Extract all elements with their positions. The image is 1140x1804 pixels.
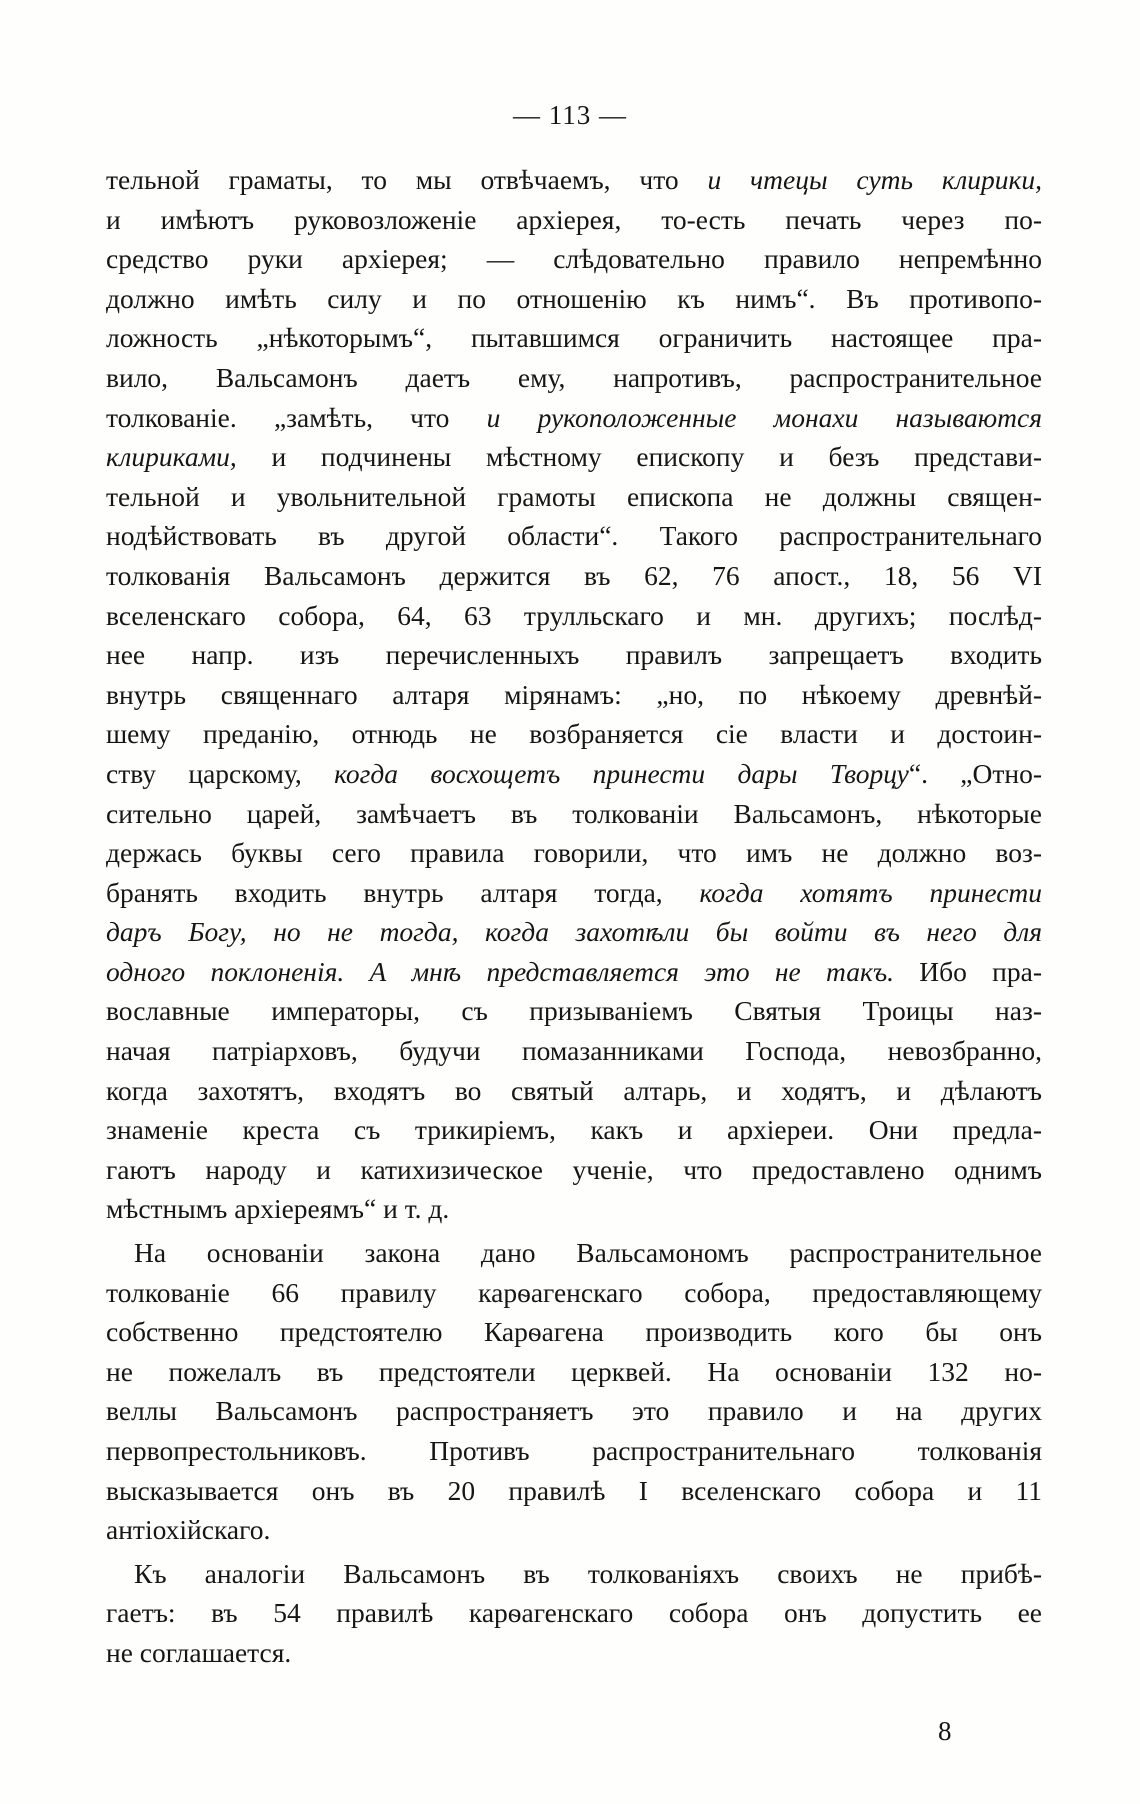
italic-text: одного поклоненія. А мнѣ представляется это не такъ. bbox=[106, 955, 894, 987]
text-line bbox=[106, 477, 1042, 517]
text-line bbox=[106, 1352, 1042, 1392]
text-line bbox=[106, 1510, 1042, 1550]
text-line bbox=[106, 794, 1042, 834]
paragraph bbox=[106, 1554, 1042, 1673]
text-run: должно имѣть силу и по отношенію къ нимъ“. Въ противопо- bbox=[106, 282, 1042, 314]
text-run: знаменіе креста съ трикиріемъ, какъ и архіереи. Они предла- bbox=[106, 1114, 1042, 1146]
text-line bbox=[106, 714, 1042, 754]
text-run: вославные императоры, съ призываніемъ Святыя Троицы наз- bbox=[106, 995, 1042, 1027]
paragraph bbox=[106, 160, 1042, 1229]
text-line bbox=[106, 1391, 1042, 1431]
text-run: тельной и увольнительной грамоты епископа не должны священ- bbox=[106, 480, 1042, 512]
text-run: толкованіе. „замѣть, что bbox=[106, 401, 487, 433]
paragraph bbox=[106, 1233, 1042, 1550]
text-line bbox=[106, 239, 1042, 279]
text-line bbox=[106, 437, 1042, 477]
text-line bbox=[106, 1031, 1042, 1071]
italic-text: и рукоположенные монахи называются bbox=[486, 401, 1042, 433]
text-run: толкованіе 66 правилу карѳагенскаго собора, предоставляющему bbox=[106, 1276, 1042, 1308]
text-line bbox=[106, 1189, 1042, 1229]
text-run: ству царскому, bbox=[106, 757, 335, 789]
text-run: мѣстнымъ архіереямъ“ и т. д. bbox=[106, 1193, 450, 1225]
text-run: Къ аналогіи Вальсамонъ въ толкованіяхъ своихъ не прибѣ- bbox=[134, 1557, 1042, 1589]
text-line bbox=[106, 952, 1042, 992]
text-line bbox=[106, 1233, 1042, 1273]
text-run: сительно царей, замѣчаетъ въ толкованіи Вальсамонъ, нѣкоторые bbox=[106, 797, 1042, 829]
text-line bbox=[106, 1431, 1042, 1471]
italic-text: клириками, bbox=[106, 441, 237, 473]
text-line bbox=[106, 754, 1042, 794]
text-line bbox=[106, 873, 1042, 913]
text-run: гаетъ: въ 54 правилѣ карѳагенскаго собора онъ допустить ее bbox=[106, 1597, 1042, 1629]
text-line bbox=[106, 675, 1042, 715]
body-text bbox=[106, 160, 1042, 1673]
text-run: нодѣйствовать въ другой области“. Такого распространительнаго bbox=[106, 520, 1042, 552]
text-line bbox=[106, 1312, 1042, 1352]
text-run: веллы Вальсамонъ распространяетъ это правило и на других bbox=[106, 1395, 1042, 1427]
signature-mark: 8 bbox=[938, 1716, 952, 1746]
text-run: бранять входить внутрь алтаря тогда, bbox=[106, 876, 700, 908]
text-line bbox=[106, 279, 1042, 319]
text-run: вило, Вальсамонъ даетъ ему, напротивъ, распространительное bbox=[106, 361, 1042, 393]
italic-text: когда хотятъ принести bbox=[699, 876, 1043, 908]
text-line bbox=[106, 1593, 1042, 1633]
text-line bbox=[106, 358, 1042, 398]
text-line bbox=[106, 516, 1042, 556]
text-line bbox=[106, 398, 1042, 438]
text-run: держась буквы сего правила говорили, что имъ не должно воз- bbox=[106, 837, 1042, 869]
text-run: ложность „нѣкоторымъ“, пытавшимся ограничить настоящее пра- bbox=[106, 322, 1042, 354]
text-run: и подчинены мѣстному епископу и безъ представи- bbox=[236, 441, 1042, 473]
text-line bbox=[106, 1471, 1042, 1511]
text-line bbox=[106, 635, 1042, 675]
text-run: нее напр. изъ перечисленныхъ правилъ запрещаетъ входить bbox=[106, 639, 1042, 671]
text-line bbox=[106, 1633, 1042, 1673]
text-line bbox=[106, 200, 1042, 240]
text-run: не пожелалъ въ предстоятели церквей. На основаніи 132 но- bbox=[106, 1355, 1042, 1387]
italic-text: даръ Богу, но не тогда, когда захотѣли бы войти въ него для bbox=[106, 916, 1042, 948]
text-line bbox=[106, 318, 1042, 358]
text-run: шему преданію, отнюдь не возбраняется сіе власти и достоин- bbox=[106, 718, 1042, 750]
text-run: гаютъ народу и катихизическое ученіе, что предоставлено однимъ bbox=[106, 1153, 1042, 1185]
text-run: Ибо пра- bbox=[893, 955, 1042, 987]
text-line bbox=[106, 1110, 1042, 1150]
italic-text: когда восхощетъ принести дары Творцу bbox=[334, 757, 909, 789]
text-line bbox=[106, 991, 1042, 1031]
text-run: начая патріарховъ, будучи помазанниками Господа, невозбранно, bbox=[106, 1035, 1042, 1067]
text-line bbox=[106, 160, 1042, 200]
text-run: средство руки архіерея; — слѣдовательно правило непремѣнно bbox=[106, 243, 1042, 275]
text-run: собственно предстоятелю Карѳагена производить кого бы онъ bbox=[106, 1316, 1042, 1348]
text-line bbox=[106, 1554, 1042, 1594]
text-run: и имѣютъ руковозложеніе архіерея, то-есть печать через по- bbox=[106, 203, 1042, 235]
text-run: вселенскаго собора, 64, 63 трулльскаго и мн. другихъ; послѣд- bbox=[106, 599, 1042, 631]
text-run: высказывается онъ въ 20 правилѣ I вселенскаго собора и 11 bbox=[106, 1474, 1042, 1506]
text-line bbox=[106, 912, 1042, 952]
text-run: тельной грамaты, то мы отвѣчаемъ, что bbox=[106, 164, 708, 195]
text-line bbox=[106, 1071, 1042, 1111]
italic-text: и чтецы суть клирики, bbox=[707, 164, 1042, 195]
page-number: — 113 — bbox=[513, 100, 627, 130]
text-line bbox=[106, 596, 1042, 636]
text-run: антіохійскаго. bbox=[106, 1514, 271, 1546]
text-line bbox=[106, 556, 1042, 596]
text-run: толкованія Вальсамонъ держится въ 62, 76 апост., 18, 56 VI bbox=[106, 559, 1042, 591]
text-run: не соглашается. bbox=[106, 1636, 292, 1668]
text-run: “. „Отно- bbox=[908, 757, 1042, 789]
text-line bbox=[106, 1150, 1042, 1190]
text-run: На основаніи закона дано Вальсамономъ распространительное bbox=[134, 1237, 1042, 1269]
text-run: когда захотятъ, входятъ во святый алтарь, и ходятъ, и дѣлаютъ bbox=[106, 1074, 1042, 1106]
text-line bbox=[106, 833, 1042, 873]
text-line bbox=[106, 1273, 1042, 1313]
text-run: внутрь священнаго алтаря мірянамъ: „но, по нѣкоему древнѣй- bbox=[106, 678, 1042, 710]
text-run: первопрестольниковъ. Противъ распространительнаго толкованія bbox=[106, 1435, 1042, 1466]
